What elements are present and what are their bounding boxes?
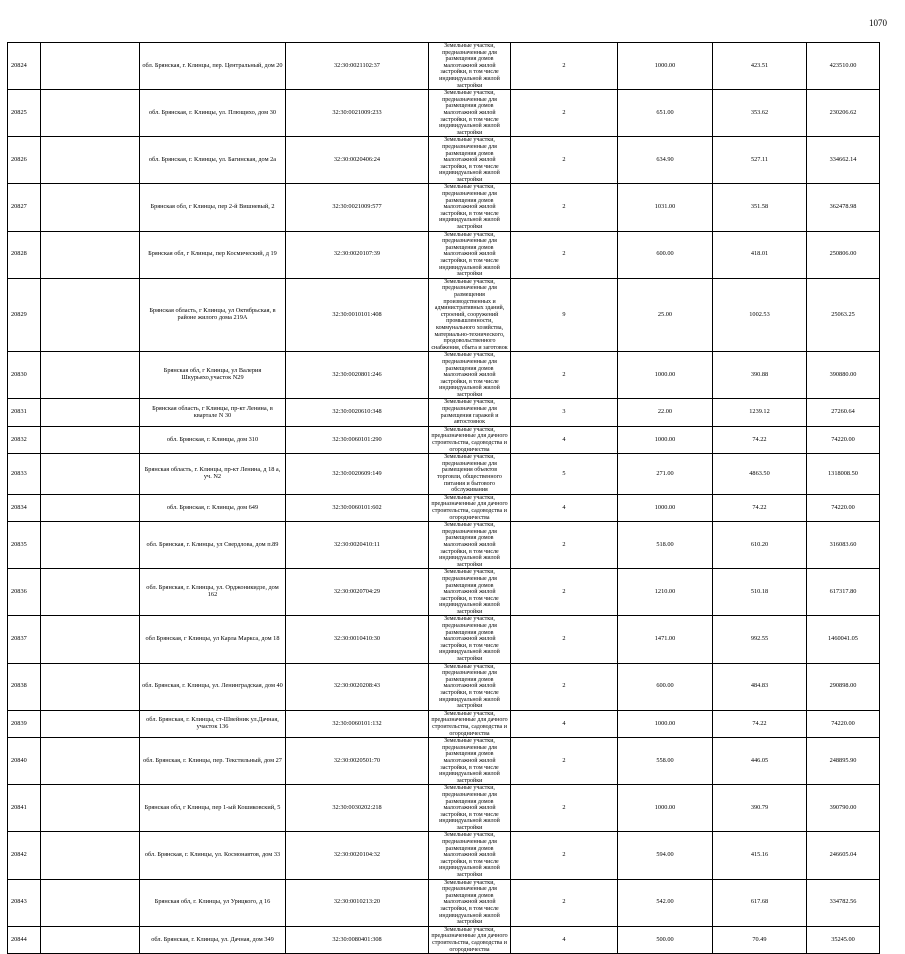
address-cell: обл. Брянская, г. Клинцы, ул. Дачная, дом 349	[140, 926, 286, 953]
land-category-cell: Земельные участки, предназначенные для размещения домов малоэтажной жилой застройки, в том числе индивидуальной жилой застройки	[429, 43, 511, 90]
cadastral-number-cell: 32:30:0010101:408	[286, 278, 429, 352]
blank-cell	[41, 738, 140, 785]
address-cell: обл. Брянская, г. Клинцы, ул. Плющихо, дом 30	[140, 90, 286, 137]
table-row	[8, 426, 880, 453]
specific-value-cell: 446.05	[713, 738, 807, 785]
address-cell: обл. Брянская, г. Клинцы, пер. Центральный, дом 20	[140, 43, 286, 90]
land-type-code-cell: 2	[511, 231, 618, 278]
blank-cell	[41, 352, 140, 399]
land-type-code-cell: 2	[511, 616, 618, 663]
area-cell: 600.00	[618, 231, 713, 278]
table-row	[8, 663, 880, 710]
cadastral-number-cell: 32:30:0060101:602	[286, 494, 429, 521]
specific-value-cell: 418.01	[713, 231, 807, 278]
cadastral-value-cell: 1318008.50	[807, 454, 880, 495]
address-cell: Брянская обл, г Клинцы, пер 1-ый Кошиковский, 5	[140, 785, 286, 832]
cadastral-value-cell: 290898.00	[807, 663, 880, 710]
land-category-cell: Земельные участки, предназначенные для размещения гаражей и автостоянок	[429, 399, 511, 426]
blank-cell	[41, 90, 140, 137]
cadastral-value-cell: 246605.04	[807, 832, 880, 879]
specific-value-cell: 484.83	[713, 663, 807, 710]
cadastral-number-cell: 32:30:0080401:308	[286, 926, 429, 953]
area-cell: 271.00	[618, 454, 713, 495]
land-category-cell: Земельные участки, предназначенные для размещения производственных и административных зданий, строений, сооружений промышленности, коммунального хозяйства, материально-технического, продовольственного снабжения, сбыта и заготовок	[429, 278, 511, 352]
area-cell: 1000.00	[618, 494, 713, 521]
table-row	[8, 785, 880, 832]
blank-cell	[41, 663, 140, 710]
table-row	[8, 832, 880, 879]
table-row	[8, 43, 880, 90]
table-row	[8, 231, 880, 278]
cadastral-value-cell: 74220.00	[807, 710, 880, 737]
cadastral-number-cell: 32:30:0020609:149	[286, 454, 429, 495]
address-cell: обл. Брянская, г. Клинцы, пер. Текстильный, дом 27	[140, 738, 286, 785]
blank-cell	[41, 926, 140, 953]
address-cell: Брянская область, г Клинцы, ул Октябрьская, в районе жилого дома 219А	[140, 278, 286, 352]
row-id-cell: 20835	[8, 522, 41, 569]
row-id-cell: 20843	[8, 879, 41, 926]
cadastral-number-cell: 32:30:0020410:11	[286, 522, 429, 569]
specific-value-cell: 74.22	[713, 426, 807, 453]
land-category-cell: Земельные участки, предназначенные для дачного строительства, садоводства и огородничества	[429, 494, 511, 521]
cadastral-number-cell: 32:30:0021009:233	[286, 90, 429, 137]
address-cell: Брянская область, г. Клинцы, пр-кт Ленина, д 18 а, уч. N2	[140, 454, 286, 495]
specific-value-cell: 1002.53	[713, 278, 807, 352]
table-row	[8, 90, 880, 137]
blank-cell	[41, 569, 140, 616]
blank-cell	[41, 43, 140, 90]
land-type-code-cell: 2	[511, 352, 618, 399]
land-type-code-cell: 2	[511, 522, 618, 569]
blank-cell	[41, 426, 140, 453]
area-cell: 594.00	[618, 832, 713, 879]
blank-cell	[41, 278, 140, 352]
address-cell: обл. Брянская, г. Клинцы, ул Свердлова, дом п.89	[140, 522, 286, 569]
cadastral-value-cell: 74220.00	[807, 426, 880, 453]
cadastral-value-cell: 230206.62	[807, 90, 880, 137]
cadastral-value-cell: 35245.00	[807, 926, 880, 953]
row-id-cell: 20833	[8, 454, 41, 495]
cadastral-number-cell: 32:30:0060101:290	[286, 426, 429, 453]
cadastral-value-cell: 27260.64	[807, 399, 880, 426]
area-cell: 25.00	[618, 278, 713, 352]
land-type-code-cell: 5	[511, 454, 618, 495]
cadastral-number-cell: 32:30:0020406:24	[286, 137, 429, 184]
land-type-code-cell: 2	[511, 879, 618, 926]
land-category-cell: Земельные участки, предназначенные для дачного строительства, садоводства и огородничества	[429, 926, 511, 953]
cadastral-number-cell: 32:30:0020801:246	[286, 352, 429, 399]
blank-cell	[41, 785, 140, 832]
table-row	[8, 926, 880, 953]
table-row	[8, 184, 880, 231]
land-category-cell: Земельные участки, предназначенные для дачного строительства, садоводства и огородничества	[429, 710, 511, 737]
cadastral-number-cell: 32:30:0020104:32	[286, 832, 429, 879]
land-category-cell: Земельные участки, предназначенные для дачного строительства, садоводства и огородничества	[429, 426, 511, 453]
cadastral-value-cell: 390790.00	[807, 785, 880, 832]
row-id-cell: 20839	[8, 710, 41, 737]
address-cell: обл Брянская, г Клинцы, ул Карла Маркса, дом 18	[140, 616, 286, 663]
specific-value-cell: 610.20	[713, 522, 807, 569]
row-id-cell: 20837	[8, 616, 41, 663]
row-id-cell: 20832	[8, 426, 41, 453]
cadastral-value-cell: 423510.00	[807, 43, 880, 90]
blank-cell	[41, 184, 140, 231]
row-id-cell: 20827	[8, 184, 41, 231]
row-id-cell: 20824	[8, 43, 41, 90]
land-type-code-cell: 4	[511, 494, 618, 521]
area-cell: 651.00	[618, 90, 713, 137]
area-cell: 500.00	[618, 926, 713, 953]
specific-value-cell: 351.58	[713, 184, 807, 231]
area-cell: 600.00	[618, 663, 713, 710]
cadastral-number-cell: 32:30:0010410:30	[286, 616, 429, 663]
area-cell: 1471.00	[618, 616, 713, 663]
land-category-cell: Земельные участки, предназначенные для размещения домов малоэтажной жилой застройки, в том числе индивидуальной жилой застройки	[429, 569, 511, 616]
address-cell: Брянская область, г Клинцы, пр-кт Ленина, в квартале N 30	[140, 399, 286, 426]
cadastral-number-cell: 32:30:0010213:20	[286, 879, 429, 926]
area-cell: 518.00	[618, 522, 713, 569]
blank-cell	[41, 494, 140, 521]
address-cell: обл. Брянская, г. Клинцы, дом 310	[140, 426, 286, 453]
cadastral-number-cell: 32:30:0021102:37	[286, 43, 429, 90]
specific-value-cell: 510.18	[713, 569, 807, 616]
specific-value-cell: 992.55	[713, 616, 807, 663]
specific-value-cell: 74.22	[713, 494, 807, 521]
cadastral-value-cell: 250806.00	[807, 231, 880, 278]
specific-value-cell: 4863.50	[713, 454, 807, 495]
land-type-code-cell: 2	[511, 738, 618, 785]
land-type-code-cell: 2	[511, 43, 618, 90]
land-category-cell: Земельные участки, предназначенные для размещения домов малоэтажной жилой застройки, в том числе индивидуальной жилой застройки	[429, 137, 511, 184]
land-type-code-cell: 2	[511, 90, 618, 137]
cadastral-number-cell: 32:30:0020107:39	[286, 231, 429, 278]
land-category-cell: Земельные участки, предназначенные для размещения домов малоэтажной жилой застройки, в том числе индивидуальной жилой застройки	[429, 663, 511, 710]
table-row	[8, 137, 880, 184]
land-category-cell: Земельные участки, предназначенные для размещения домов малоэтажной жилой застройки, в том числе индивидуальной жилой застройки	[429, 738, 511, 785]
land-type-code-cell: 4	[511, 926, 618, 953]
area-cell: 1000.00	[618, 785, 713, 832]
land-type-code-cell: 4	[511, 426, 618, 453]
specific-value-cell: 70.49	[713, 926, 807, 953]
land-type-code-cell: 3	[511, 399, 618, 426]
land-category-cell: Земельные участки, предназначенные для размещения домов малоэтажной жилой застройки, в том числе индивидуальной жилой застройки	[429, 832, 511, 879]
address-cell: обл. Брянская, г. Клинцы, ул. Орджоникидзе, дом 162	[140, 569, 286, 616]
land-type-code-cell: 4	[511, 710, 618, 737]
land-category-cell: Земельные участки, предназначенные для размещения домов малоэтажной жилой застройки, в том числе индивидуальной жилой застройки	[429, 522, 511, 569]
row-id-cell: 20830	[8, 352, 41, 399]
row-id-cell: 20844	[8, 926, 41, 953]
land-category-cell: Земельные участки, предназначенные для размещения объектов торговли, общественного питания и бытового обслуживания	[429, 454, 511, 495]
land-type-code-cell: 2	[511, 137, 618, 184]
land-type-code-cell: 9	[511, 278, 618, 352]
address-cell: Брянская обл, г Клинцы, пер Космический, д 19	[140, 231, 286, 278]
area-cell: 1210.00	[618, 569, 713, 616]
address-cell: обл. Брянская, г. Клинцы, ул. Ленинградская, дом 40	[140, 663, 286, 710]
area-cell: 558.00	[618, 738, 713, 785]
row-id-cell: 20841	[8, 785, 41, 832]
land-type-code-cell: 2	[511, 663, 618, 710]
specific-value-cell: 1239.12	[713, 399, 807, 426]
cadastral-number-cell: 32:30:0020208:43	[286, 663, 429, 710]
specific-value-cell: 415.16	[713, 832, 807, 879]
land-category-cell: Земельные участки, предназначенные для размещения домов малоэтажной жилой застройки, в том числе индивидуальной жилой застройки	[429, 184, 511, 231]
land-type-code-cell: 2	[511, 184, 618, 231]
area-cell: 634.90	[618, 137, 713, 184]
table-row	[8, 522, 880, 569]
address-cell: обл. Брянская, г. Клинцы, дом 649	[140, 494, 286, 521]
land-category-cell: Земельные участки, предназначенные для размещения домов малоэтажной жилой застройки, в том числе индивидуальной жилой застройки	[429, 785, 511, 832]
cadastral-number-cell: 32:30:0020501:70	[286, 738, 429, 785]
cadastral-number-cell: 32:30:0020610:348	[286, 399, 429, 426]
row-id-cell: 20825	[8, 90, 41, 137]
blank-cell	[41, 710, 140, 737]
area-cell: 542.00	[618, 879, 713, 926]
table-row	[8, 454, 880, 495]
row-id-cell: 20840	[8, 738, 41, 785]
land-category-cell: Земельные участки, предназначенные для размещения домов малоэтажной жилой застройки, в том числе индивидуальной жилой застройки	[429, 231, 511, 278]
cadastral-value-cell: 1460041.05	[807, 616, 880, 663]
row-id-cell: 20834	[8, 494, 41, 521]
table-row	[8, 352, 880, 399]
blank-cell	[41, 879, 140, 926]
cadastral-number-cell: 32:30:0021009:577	[286, 184, 429, 231]
area-cell: 1000.00	[618, 352, 713, 399]
table-row	[8, 494, 880, 521]
address-cell: обл. Брянская, г. Клинцы, ул. Космонавтов, дом 33	[140, 832, 286, 879]
cadastral-value-cell: 25063.25	[807, 278, 880, 352]
table-row	[8, 569, 880, 616]
blank-cell	[41, 454, 140, 495]
specific-value-cell: 527.11	[713, 137, 807, 184]
cadastral-value-cell: 316083.60	[807, 522, 880, 569]
address-cell: Брянская обл, г Клинцы, пер 2-й Вишневый, 2	[140, 184, 286, 231]
address-cell: Брянская обл, г Клинцы, ул Валерия Шкурьяхо,участок N29	[140, 352, 286, 399]
land-category-cell: Земельные участки, предназначенные для размещения домов малоэтажной жилой застройки, в том числе индивидуальной жилой застройки	[429, 352, 511, 399]
specific-value-cell: 390.88	[713, 352, 807, 399]
blank-cell	[41, 231, 140, 278]
table-row	[8, 738, 880, 785]
blank-cell	[41, 522, 140, 569]
cadastral-value-cell: 334782.56	[807, 879, 880, 926]
specific-value-cell: 617.68	[713, 879, 807, 926]
land-type-code-cell: 2	[511, 832, 618, 879]
area-cell: 1000.00	[618, 43, 713, 90]
blank-cell	[41, 399, 140, 426]
land-type-code-cell: 2	[511, 785, 618, 832]
area-cell: 1000.00	[618, 710, 713, 737]
table-row	[8, 710, 880, 737]
land-category-cell: Земельные участки, предназначенные для размещения домов малоэтажной жилой застройки, в том числе индивидуальной жилой застройки	[429, 616, 511, 663]
cadastral-value-cell: 362478.98	[807, 184, 880, 231]
specific-value-cell: 423.51	[713, 43, 807, 90]
row-id-cell: 20829	[8, 278, 41, 352]
row-id-cell: 20828	[8, 231, 41, 278]
cadastral-number-cell: 32:30:0020704:29	[286, 569, 429, 616]
table-row	[8, 399, 880, 426]
table-row	[8, 278, 880, 352]
cadastral-value-cell: 74220.00	[807, 494, 880, 521]
land-type-code-cell: 2	[511, 569, 618, 616]
cadastral-value-cell: 617317.80	[807, 569, 880, 616]
land-category-cell: Земельные участки, предназначенные для размещения домов малоэтажной жилой застройки, в том числе индивидуальной жилой застройки	[429, 879, 511, 926]
specific-value-cell: 390.79	[713, 785, 807, 832]
area-cell: 1031.00	[618, 184, 713, 231]
cadastral-value-table	[7, 42, 880, 954]
address-cell: Брянская обл, г. Клинцы, ул Урицкого, д 16	[140, 879, 286, 926]
cadastral-value-cell: 390880.00	[807, 352, 880, 399]
row-id-cell: 20831	[8, 399, 41, 426]
row-id-cell: 20842	[8, 832, 41, 879]
row-id-cell: 20836	[8, 569, 41, 616]
cadastral-number-cell: 32:30:0030202:218	[286, 785, 429, 832]
cadastral-value-cell: 334662.14	[807, 137, 880, 184]
blank-cell	[41, 832, 140, 879]
row-id-cell: 20838	[8, 663, 41, 710]
row-id-cell: 20826	[8, 137, 41, 184]
address-cell: обл. Брянская, г. Клинцы, ст-Швейник ул.Дачная, участок 136	[140, 710, 286, 737]
blank-cell	[41, 137, 140, 184]
page-number: 1070	[869, 18, 887, 28]
specific-value-cell: 74.22	[713, 710, 807, 737]
address-cell: обл. Брянская, г. Клинцы, ул. Багинская, дом 2а	[140, 137, 286, 184]
area-cell: 22.00	[618, 399, 713, 426]
area-cell: 1000.00	[618, 426, 713, 453]
cadastral-value-cell: 248895.90	[807, 738, 880, 785]
table-row	[8, 879, 880, 926]
land-category-cell: Земельные участки, предназначенные для размещения домов малоэтажной жилой застройки, в том числе индивидуальной жилой застройки	[429, 90, 511, 137]
cadastral-number-cell: 32:30:0060101:132	[286, 710, 429, 737]
specific-value-cell: 353.62	[713, 90, 807, 137]
